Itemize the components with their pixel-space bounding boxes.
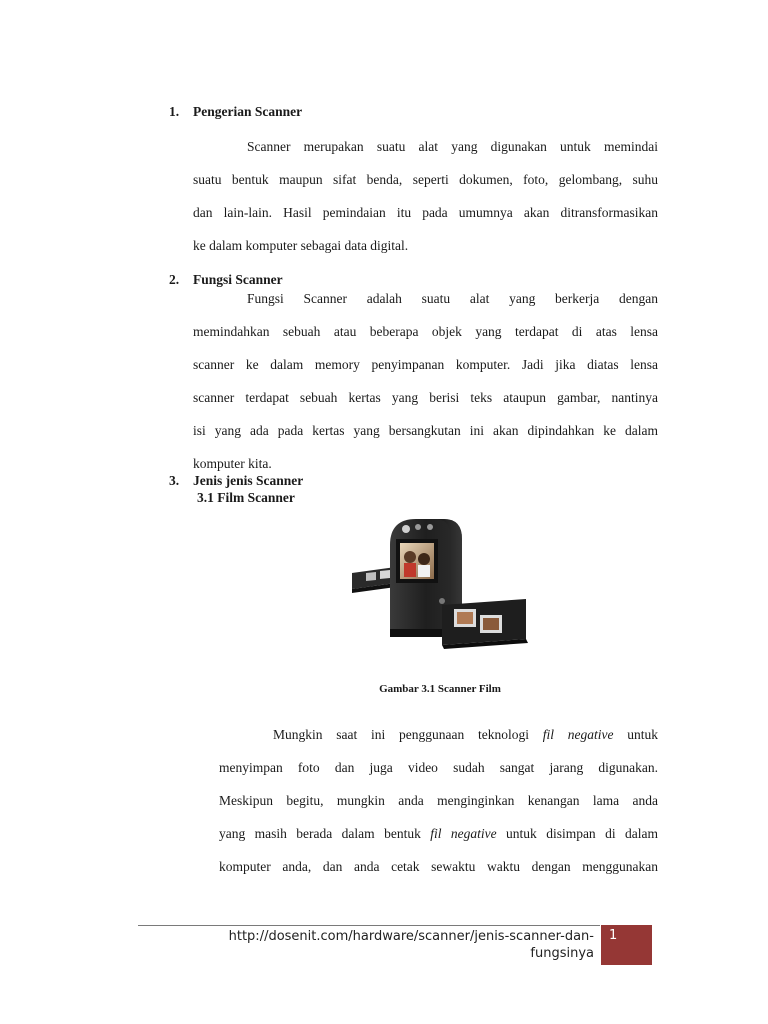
footer-url[interactable] [188, 928, 594, 962]
paragraph-line [219, 817, 658, 850]
paragraph-line: Meskipun begitu, mungkin anda menginginkan kenangan lama anda [219, 793, 658, 808]
text-run: untuk disimpan di dalam [496, 826, 658, 841]
paragraph-line [219, 718, 658, 751]
paragraph-line: Scanner merupakan suatu alat yang digunakan untuk memindai [247, 139, 658, 154]
paragraph-line: Fungsi Scanner adalah suatu alat yang berkerja dengan [247, 291, 658, 306]
film-strip-holder-left [352, 567, 396, 593]
text-run: yang masih berada dalam bentuk [219, 826, 431, 841]
paragraph-line: dan lain-lain. Hasil pemindaian itu pada umumnya akan ditransformasikan [193, 205, 658, 220]
section2-paragraph [193, 282, 658, 480]
page-number-box [601, 925, 652, 965]
paragraph-line: isi yang ada pada kertas yang bersangkutan ini akan dipindahkan ke dalam [193, 423, 658, 438]
paragraph-line: scanner ke dalam memory penyimpanan komputer. Jadi jika diatas lensa [193, 357, 658, 372]
paragraph-line: komputer kita. [193, 456, 272, 471]
section1-paragraph [193, 130, 658, 262]
footer-url-line1: http://dosenit.com/hardware/scanner/jenis-scanner-dan- [228, 929, 594, 944]
footer-url-line2: fungsinya [530, 946, 594, 961]
section3-subtitle: 3.1 Film Scanner [197, 490, 295, 505]
section3-title: Jenis jenis Scanner [193, 473, 304, 488]
photo-screen [396, 539, 438, 583]
paragraph-line: memindahkan sebuah atau beberapa objek yang terdapat di atas lensa [193, 324, 658, 339]
figure-caption: Gambar 3.1 Scanner Film [379, 683, 501, 695]
section1-title: Pengerian Scanner [193, 104, 303, 119]
film-scanner-image [346, 505, 534, 677]
section1-number: 1. [169, 104, 180, 119]
text-run: Mungkin saat ini penggunaan teknologi [273, 727, 543, 742]
section2-number: 2. [169, 272, 180, 287]
text-run: untuk [613, 727, 658, 742]
italic-term: fil negative [542, 727, 614, 742]
italic-term: fil negative [430, 826, 497, 841]
paragraph-line: scanner terdapat sebuah kertas yang berisi teks ataupun gambar, nantinya [193, 390, 658, 405]
section3-heading [169, 473, 303, 489]
section1-heading [169, 104, 302, 120]
film-strip-holder [442, 599, 528, 649]
paragraph-line: komputer anda, dan anda cetak sewaktu waktu dengan menggunakan [219, 859, 658, 874]
footer-divider [138, 925, 600, 926]
paragraph-line: ke dalam komputer sebagai data digital. [193, 238, 409, 253]
page-number: 1 [609, 928, 618, 943]
section3-paragraph [219, 718, 658, 883]
paragraph-line: suatu bentuk maupun sifat benda, seperti dokumen, foto, gelombang, suhu [193, 172, 658, 187]
section2-title: Fungsi Scanner [193, 272, 283, 287]
section3-number: 3. [169, 473, 180, 488]
paragraph-line: menyimpan foto dan juga video sudah sangat jarang digunakan. [219, 760, 658, 775]
